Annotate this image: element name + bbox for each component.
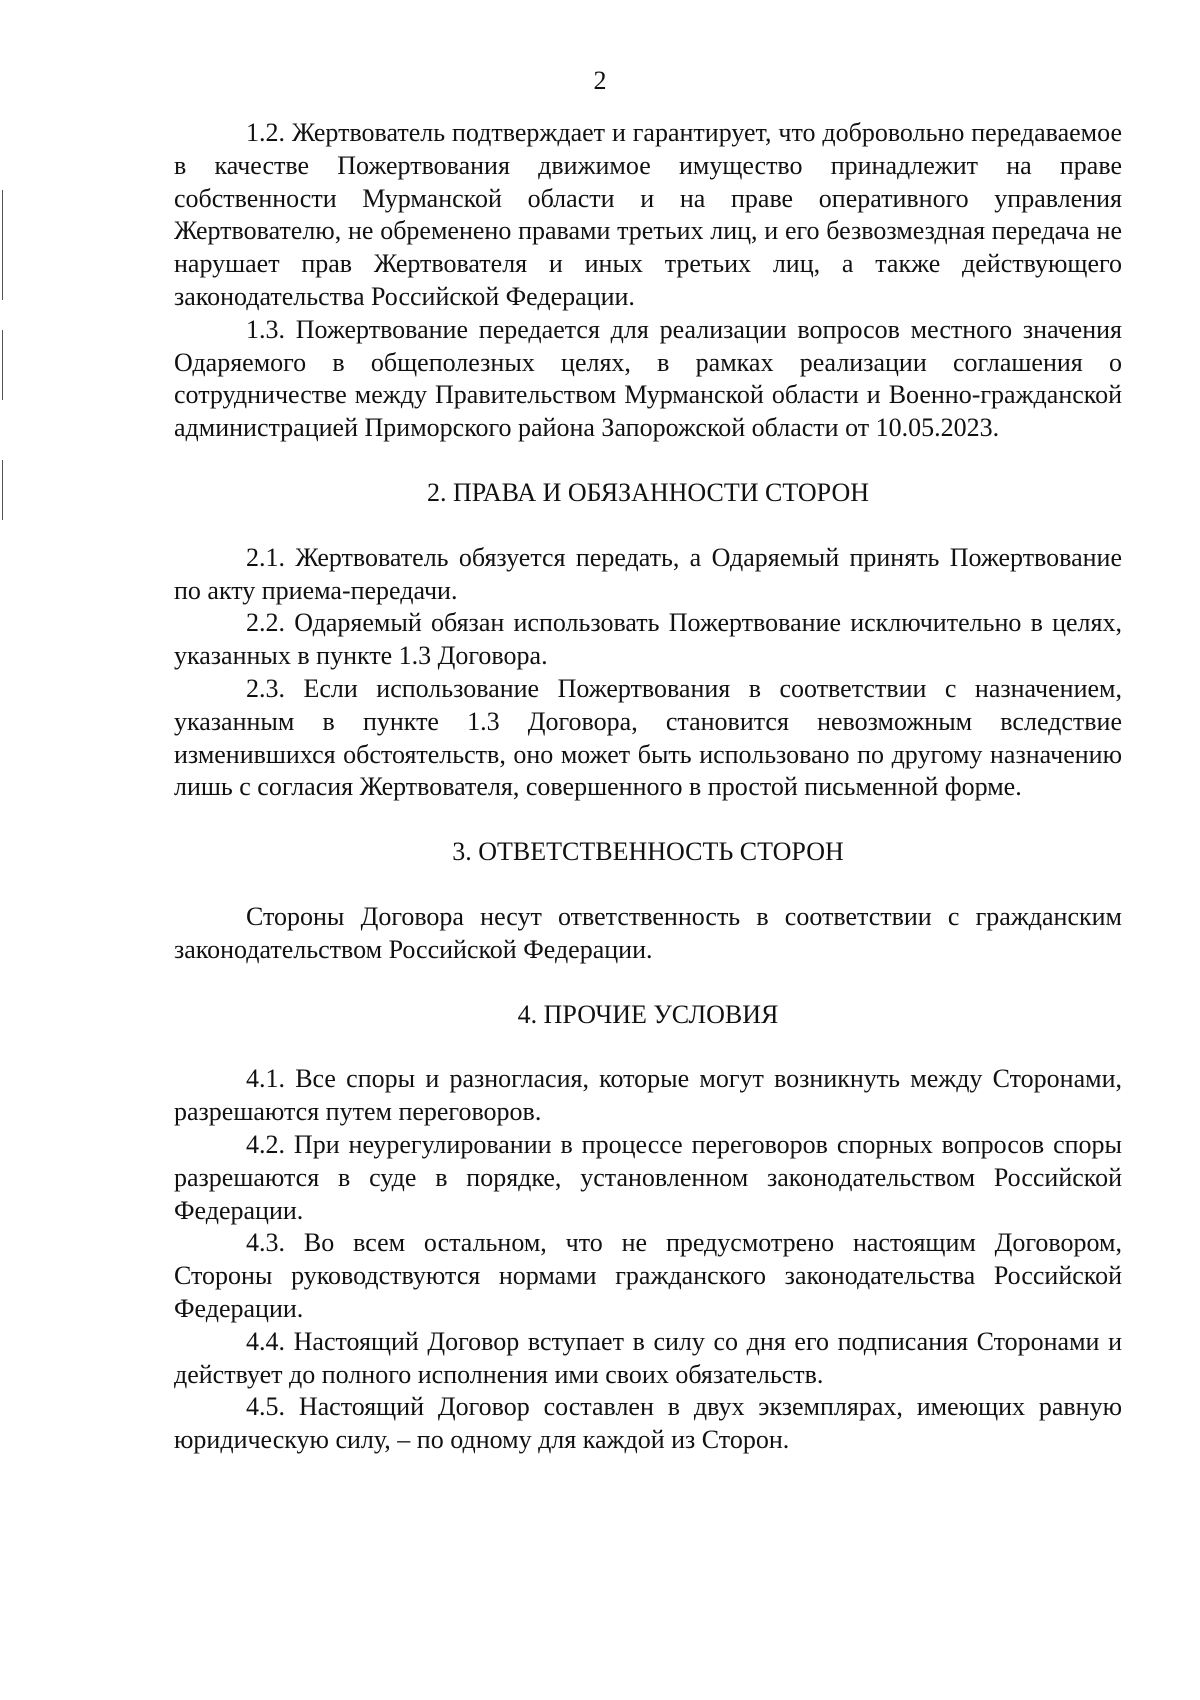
scan-edge-mark (2, 460, 3, 520)
clause-2-1: 2.1. Жертвователь обязуется передать, а Одаряемый принять Пожертвование по акту приема-передачи. (174, 542, 1122, 605)
clause-4-5: 4.5. Настоящий Договор составлен в двух экземплярах, имеющих равную юридическую силу, – по одному для каждой из Сторон. (174, 1392, 1122, 1455)
clause-3: Стороны Договора несут ответственность в соответствии с гражданским законодательством Российской Федерации. (174, 901, 1122, 964)
page-number: 2 (593, 66, 607, 95)
section-4-title: 4. ПРОЧИЕ УСЛОВИЯ (517, 999, 779, 1029)
clause-2-2: 2.2. Одаряемый обязан использовать Пожертвование исключительно в целях, указанных в пункте 1.3 Договора. (174, 608, 1122, 671)
clause-4-1: 4.1. Все споры и разногласия, которые могут возникнуть между Сторонами, разрешаются путем переговоров. (174, 1064, 1122, 1127)
scan-edge-mark (2, 330, 3, 400)
clause-1-3: 1.3. Пожертвование передается для реализации вопросов местного значения Одаряемого в общеполезных целях, в рамках реализации соглашения о сотрудничестве между Правительством Мурманской области и Военно-гражданской администрацией Приморского района Запорожской области от 10.05.2023. (174, 314, 1122, 443)
clause-1-2: 1.2. Жертвователь подтверждает и гарантирует, что добровольно передаваемое в качестве Пожертвования движимое имущество принадлежит на праве собственности Мурманской области и на праве оперативного управления Жертвователю, не обременено правами третьих лиц, и его безвозмездная передача не нарушает прав Жертвователя и иных третьих лиц, а также действующего законодательства Российской Федерации. (174, 118, 1122, 311)
clause-4-3: 4.3. Во всем остальном, что не предусмотрено настоящим Договором, Стороны руководствуются нормами гражданского законодательства Российской Федерации. (174, 1228, 1122, 1323)
clause-4-4: 4.4. Настоящий Договор вступает в силу со дня его подписания Сторонами и действует до полного исполнения ими своих обязательств. (174, 1326, 1122, 1389)
scan-edge-mark (2, 190, 3, 300)
clause-4-2: 4.2. При неурегулировании в процессе переговоров спорных вопросов споры разрешаются в суде в порядке, установленном законодательством Российской Федерации. (174, 1129, 1122, 1225)
section-2-title: 2. ПРАВА И ОБЯЗАННОСТИ СТОРОН (426, 477, 870, 507)
section-3-title: 3. ОТВЕТСТВЕННОСТЬ СТОРОН (452, 837, 844, 867)
clause-2-3: 2.3. Если использование Пожертвования в соответствии с назначением, указанным в пункте 1.3 Договора, становится невозможным вследствие изменившихся обстоятельств, оно может быть использовано по другому назначению лишь с согласия Жертвователя, совершенного в простой письменной форме. (174, 673, 1122, 802)
document-body (174, 117, 1122, 1457)
